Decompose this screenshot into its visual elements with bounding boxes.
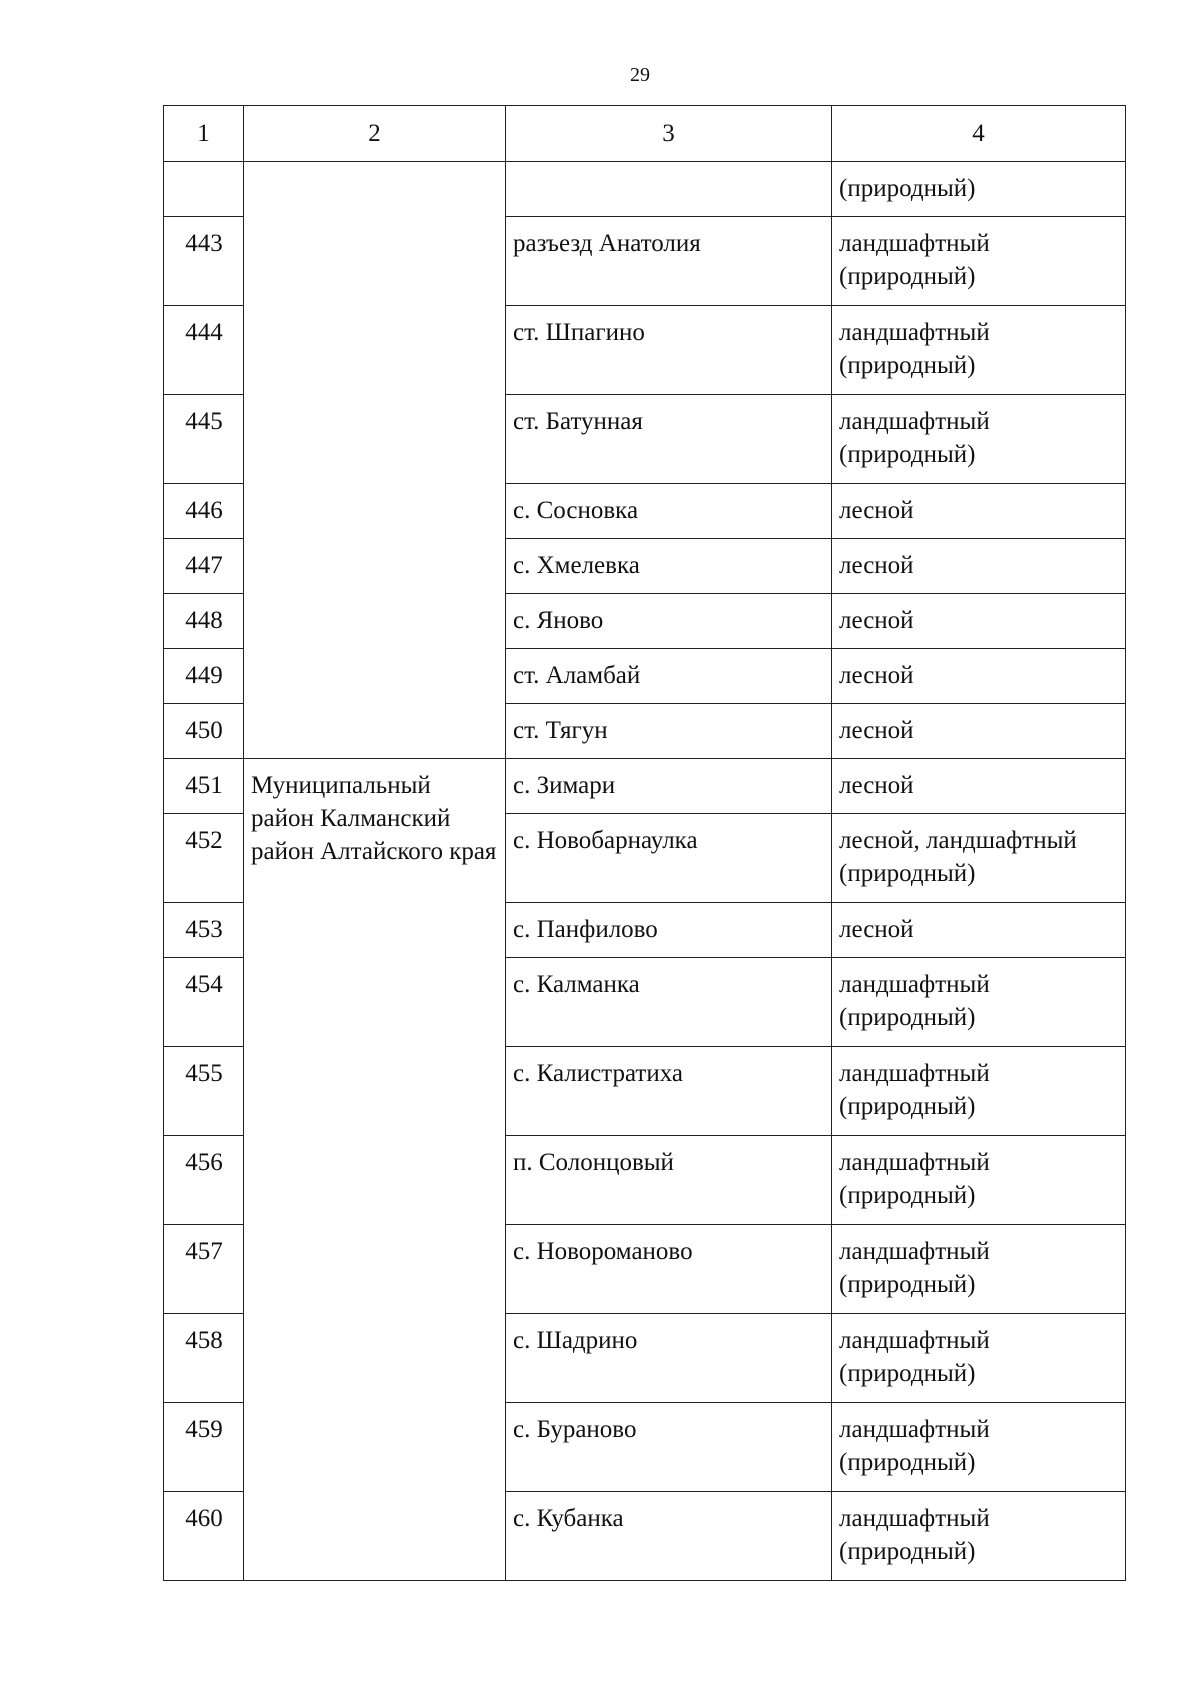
header-cell-3: 3 bbox=[506, 106, 832, 162]
type-cell: лесной, ландшафтный (природный) bbox=[832, 814, 1126, 903]
row-number-cell: 444 bbox=[164, 306, 244, 395]
type-cell: лесной bbox=[832, 759, 1126, 814]
settlement-cell: с. Зимари bbox=[506, 759, 832, 814]
type-cell: ландшафтный (природный) bbox=[832, 1403, 1126, 1492]
row-number-cell: 445 bbox=[164, 395, 244, 484]
header-row bbox=[164, 106, 1126, 162]
row-number-cell: 450 bbox=[164, 704, 244, 759]
row-number-cell: 460 bbox=[164, 1492, 244, 1581]
type-cell: ландшафтный (природный) bbox=[832, 958, 1126, 1047]
type-cell: ландшафтный (природный) bbox=[832, 217, 1126, 306]
type-cell: лесной bbox=[832, 649, 1126, 704]
row-number-cell: 459 bbox=[164, 1403, 244, 1492]
row-number-cell: 451 bbox=[164, 759, 244, 814]
settlement-cell: с. Хмелевка bbox=[506, 539, 832, 594]
type-cell: ландшафтный (природный) bbox=[832, 1492, 1126, 1581]
settlement-cell: с. Кубанка bbox=[506, 1492, 832, 1581]
table-row bbox=[164, 162, 1126, 217]
table-row bbox=[164, 759, 1126, 814]
row-number-cell: 446 bbox=[164, 484, 244, 539]
type-cell: ландшафтный (природный) bbox=[832, 1136, 1126, 1225]
settlement-cell: с. Калистратиха bbox=[506, 1047, 832, 1136]
settlement-cell: ст. Батунная bbox=[506, 395, 832, 484]
settlement-cell: с. Бураново bbox=[506, 1403, 832, 1492]
row-number-cell: 448 bbox=[164, 594, 244, 649]
row-number-cell: 454 bbox=[164, 958, 244, 1047]
type-cell: ландшафтный (природный) bbox=[832, 395, 1126, 484]
row-number-cell: 455 bbox=[164, 1047, 244, 1136]
type-cell: лесной bbox=[832, 704, 1126, 759]
page-number: 29 bbox=[630, 64, 650, 86]
settlement-cell bbox=[506, 162, 832, 217]
settlement-cell: с. Калманка bbox=[506, 958, 832, 1047]
settlement-cell: ст. Шпагино bbox=[506, 306, 832, 395]
data-table bbox=[163, 105, 1126, 1581]
settlement-cell: с. Новороманово bbox=[506, 1225, 832, 1314]
row-number-cell: 456 bbox=[164, 1136, 244, 1225]
type-cell: лесной bbox=[832, 903, 1126, 958]
settlement-cell: п. Солонцовый bbox=[506, 1136, 832, 1225]
settlement-cell: с. Сосновка bbox=[506, 484, 832, 539]
type-cell: (природный) bbox=[832, 162, 1126, 217]
row-number-cell: 457 bbox=[164, 1225, 244, 1314]
settlement-cell: с. Шадрино bbox=[506, 1314, 832, 1403]
district-cell bbox=[244, 162, 506, 759]
row-number-cell: 443 bbox=[164, 217, 244, 306]
header-cell-1: 1 bbox=[164, 106, 244, 162]
row-number-cell: 452 bbox=[164, 814, 244, 903]
district-cell: Муниципальный район Калманский район Алтайского края bbox=[244, 759, 506, 1581]
header-cell-4: 4 bbox=[832, 106, 1126, 162]
header-cell-2: 2 bbox=[244, 106, 506, 162]
type-cell: ландшафтный (природный) bbox=[832, 1047, 1126, 1136]
type-cell: ландшафтный (природный) bbox=[832, 1225, 1126, 1314]
row-number-cell: 447 bbox=[164, 539, 244, 594]
row-number-cell: 449 bbox=[164, 649, 244, 704]
row-number-cell bbox=[164, 162, 244, 217]
settlement-cell: разъезд Анатолия bbox=[506, 217, 832, 306]
type-cell: лесной bbox=[832, 594, 1126, 649]
settlement-cell: ст. Аламбай bbox=[506, 649, 832, 704]
settlement-cell: ст. Тягун bbox=[506, 704, 832, 759]
row-number-cell: 458 bbox=[164, 1314, 244, 1403]
settlement-cell: с. Яново bbox=[506, 594, 832, 649]
type-cell: ландшафтный (природный) bbox=[832, 1314, 1126, 1403]
settlement-cell: с. Панфилово bbox=[506, 903, 832, 958]
settlement-cell: с. Новобарнаулка bbox=[506, 814, 832, 903]
row-number-cell: 453 bbox=[164, 903, 244, 958]
type-cell: лесной bbox=[832, 539, 1126, 594]
type-cell: ландшафтный (природный) bbox=[832, 306, 1126, 395]
type-cell: лесной bbox=[832, 484, 1126, 539]
